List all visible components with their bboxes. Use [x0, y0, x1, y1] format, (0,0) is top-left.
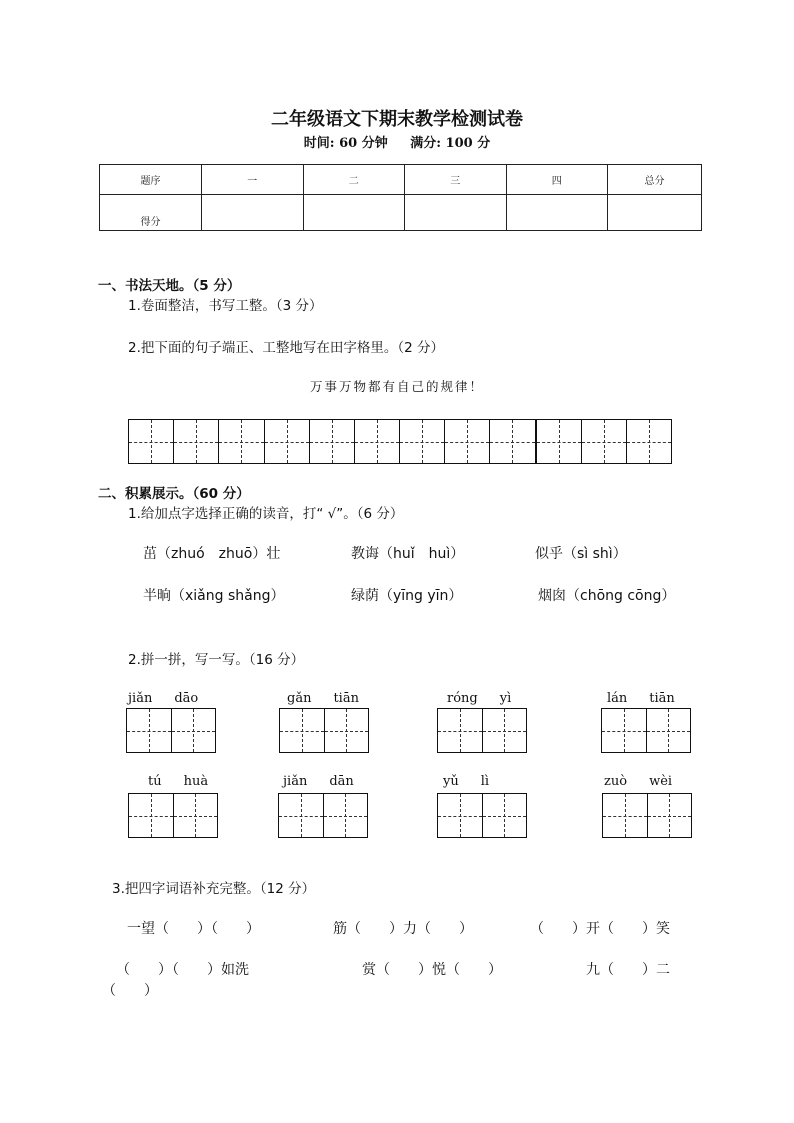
answer-grid[interactable] — [278, 793, 368, 838]
answer-grid[interactable] — [437, 793, 527, 838]
pinyin-syllable: wèi — [649, 774, 673, 789]
section-1-q1: 1.卷面整洁，书写工整。（3 分） — [128, 298, 323, 314]
score-table — [99, 164, 702, 231]
pinyin-label — [604, 774, 672, 789]
answer-grid[interactable] — [602, 793, 692, 838]
tianzige-cell[interactable] — [172, 709, 216, 752]
tianzige-cell[interactable] — [648, 794, 692, 837]
score-header-cell: 题序 — [100, 165, 202, 195]
pinyin-syllable: jiǎn — [283, 774, 308, 789]
pinyin-label — [607, 691, 675, 706]
tianzige-cell[interactable] — [265, 420, 310, 463]
reading-item: 半晌（xiǎng shǎng） — [143, 588, 285, 604]
pinyin-syllable: jiǎn — [128, 691, 153, 706]
tianzige-cell[interactable] — [174, 794, 218, 837]
reading-item: 绿荫（yīng yīn） — [351, 588, 463, 604]
exam-info — [0, 132, 794, 151]
score-header-cell: 三 — [405, 165, 507, 195]
score-blank-cell[interactable] — [303, 195, 405, 231]
score-header-cell: 四 — [506, 165, 608, 195]
pinyin-syllable: gǎn — [287, 691, 312, 706]
score-table-header-row — [100, 165, 702, 195]
tianzige-cell[interactable] — [174, 420, 219, 463]
reading-item: 烟囱（chōng cōng） — [538, 588, 676, 604]
tianzige-cell[interactable] — [279, 794, 324, 837]
tianzige-cell[interactable] — [490, 420, 536, 463]
idiom-blank[interactable]: 筋（ ）力（ ） — [333, 921, 473, 937]
tianzige-cell[interactable] — [280, 709, 325, 752]
answer-grid[interactable] — [279, 708, 369, 753]
page-title: 二年级语文下期末教学检测试卷 — [271, 109, 523, 130]
score-row-label: 得分 — [100, 195, 202, 231]
pinyin-label — [148, 774, 208, 789]
tianzige-cell[interactable] — [129, 420, 174, 463]
tianzige-cell[interactable] — [438, 794, 483, 837]
score-blank-cell[interactable] — [202, 195, 304, 231]
section-1-q2: 2.把下面的句子端正、工整地写在田字格里。（2 分） — [128, 340, 445, 356]
tianzige-cell[interactable] — [647, 709, 691, 752]
reading-item: 茁（zhuó zhuō）壮 — [143, 546, 281, 562]
handwriting-grid[interactable] — [128, 419, 672, 464]
tianzige-cell[interactable] — [602, 709, 647, 752]
tianzige-cell[interactable] — [445, 420, 490, 463]
pinyin-syllable: dān — [329, 774, 354, 789]
idiom-blank[interactable]: 九（ ）二 — [586, 962, 670, 978]
tianzige-cell[interactable] — [627, 420, 671, 463]
pinyin-syllable: dāo — [174, 691, 199, 706]
tianzige-cell[interactable] — [400, 420, 445, 463]
pinyin-syllable: yǔ — [443, 774, 459, 789]
section-2-q1: 1.给加点字选择正确的读音，打“ √”。（6 分） — [128, 506, 404, 522]
answer-grid[interactable] — [128, 793, 218, 838]
pinyin-syllable: yì — [499, 691, 512, 706]
reading-item: 教诲（huǐ huì） — [351, 546, 465, 562]
pinyin-label — [283, 774, 354, 789]
tianzige-cell[interactable] — [324, 794, 368, 837]
section-1-title: 一、书法天地。（5 分） — [98, 278, 241, 294]
pinyin-syllable: huà — [183, 774, 209, 789]
exam-full-score: 满分: 100 分 — [410, 136, 491, 151]
section-2-q2: 2.拼一拼，写一写。（16 分） — [128, 652, 305, 668]
pinyin-syllable: zuò — [604, 774, 628, 789]
answer-grid[interactable] — [601, 708, 691, 753]
tianzige-cell[interactable] — [483, 794, 527, 837]
idiom-blank[interactable]: 赏（ ）悦（ ） — [362, 962, 502, 978]
score-table-score-row — [100, 195, 702, 231]
idiom-blank[interactable]: 一望（ ）（ ） — [127, 921, 260, 937]
pinyin-label — [128, 691, 198, 706]
score-blank-cell[interactable] — [405, 195, 507, 231]
idiom-blank[interactable]: （ ） — [102, 983, 158, 999]
idiom-blank[interactable]: （ ）开（ ）笑 — [530, 921, 670, 937]
answer-grid[interactable] — [126, 708, 216, 753]
tianzige-cell[interactable] — [219, 420, 264, 463]
tianzige-cell[interactable] — [325, 709, 369, 752]
tianzige-cell[interactable] — [483, 709, 527, 752]
tianzige-cell[interactable] — [129, 794, 174, 837]
pinyin-syllable: lán — [607, 691, 628, 706]
pinyin-label — [447, 691, 511, 706]
tianzige-cell[interactable] — [438, 709, 483, 752]
pinyin-label — [443, 774, 489, 789]
score-header-cell: 总分 — [608, 165, 702, 195]
tianzige-cell[interactable] — [582, 420, 627, 463]
score-header-cell: 二 — [303, 165, 405, 195]
pinyin-syllable: tiān — [333, 691, 359, 706]
answer-grid[interactable] — [437, 708, 527, 753]
exam-time: 时间: 60 分钟 — [303, 136, 388, 151]
section-2-title: 二、积累展示。（60 分） — [98, 486, 250, 502]
pinyin-label — [287, 691, 359, 706]
score-blank-cell[interactable] — [608, 195, 702, 231]
tianzige-cell[interactable] — [537, 420, 582, 463]
reading-item: 似乎（sì shì） — [535, 546, 627, 562]
pinyin-syllable: tiān — [649, 691, 675, 706]
tianzige-cell[interactable] — [355, 420, 400, 463]
copy-sentence: 万事万物都有自己的规律！ — [309, 379, 484, 394]
pinyin-syllable: róng — [447, 691, 478, 706]
score-blank-cell[interactable] — [506, 195, 608, 231]
tianzige-cell[interactable] — [310, 420, 355, 463]
section-2-q3: 3.把四字词语补充完整。（12 分） — [112, 881, 316, 897]
tianzige-cell[interactable] — [603, 794, 648, 837]
pinyin-syllable: lì — [480, 774, 490, 789]
idiom-blank[interactable]: （ ）（ ）如洗 — [116, 962, 249, 978]
score-header-cell: 一 — [202, 165, 304, 195]
tianzige-cell[interactable] — [127, 709, 172, 752]
pinyin-syllable: tú — [148, 774, 162, 789]
